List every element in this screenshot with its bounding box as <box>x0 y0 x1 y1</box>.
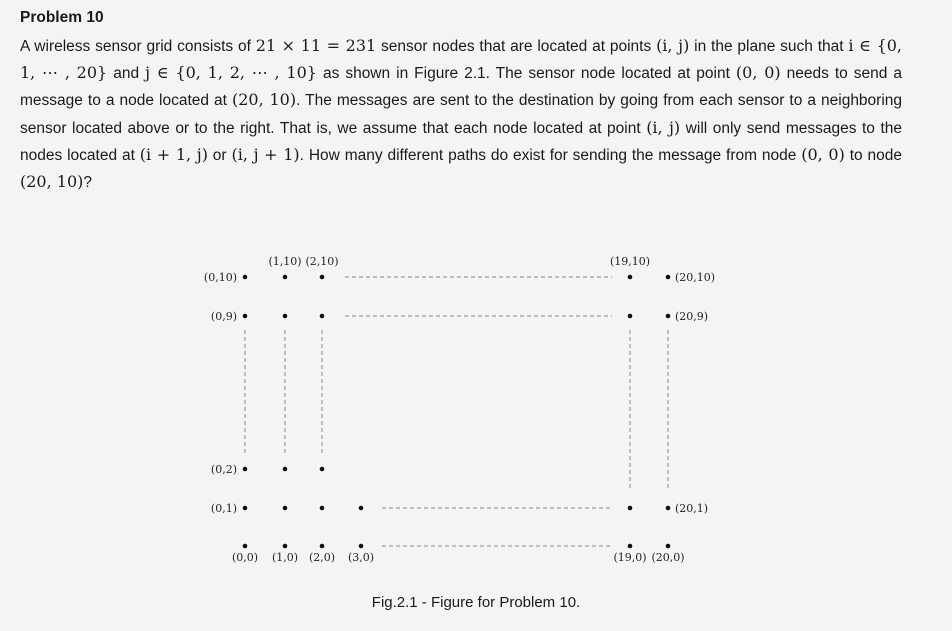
label-node-20-0: (20,0) <box>651 551 685 564</box>
figure-caption: Fig.2.1 - Figure for Problem 10. <box>371 594 581 611</box>
node-1-0 <box>283 544 288 549</box>
label-node-0-2: (0,2) <box>210 463 237 476</box>
node-20-0 <box>666 544 671 549</box>
label-node-3-0: (3,0) <box>347 551 375 564</box>
grid-dashed-lines <box>245 277 668 546</box>
label-node-19-10: (19,10) <box>609 255 651 268</box>
label-node-2-10: (2,10) <box>305 255 339 268</box>
label-node-0-0: (0,0) <box>231 551 259 564</box>
node-20-9 <box>666 314 671 319</box>
label-node-0-9: (0,9) <box>210 310 237 323</box>
node-19-10 <box>628 275 633 280</box>
node-2-9 <box>320 314 325 319</box>
node-3-0 <box>359 544 364 549</box>
label-node-19-0: (19,0) <box>613 551 647 564</box>
node-0-0 <box>243 544 248 549</box>
label-node-20-9: (20,9) <box>675 310 709 323</box>
node-2-2 <box>320 467 325 472</box>
node-0-1 <box>243 506 248 511</box>
node-2-1 <box>320 506 325 511</box>
label-node-2-0: (2,0) <box>308 551 336 564</box>
node-0-10 <box>243 275 248 280</box>
node-1-9 <box>283 314 288 319</box>
label-node-20-10: (20,10) <box>675 271 716 284</box>
node-2-0 <box>320 544 325 549</box>
node-2-10 <box>320 275 325 280</box>
node-1-2 <box>283 467 288 472</box>
node-20-10 <box>666 275 671 280</box>
label-node-1-0: (1,0) <box>271 551 299 564</box>
node-19-1 <box>628 506 633 511</box>
label-node-0-10: (0,10) <box>203 271 237 284</box>
problem-title: Problem 10 <box>20 9 104 26</box>
label-node-20-1: (20,1) <box>675 502 709 515</box>
node-19-0 <box>628 544 633 549</box>
node-1-10 <box>283 275 288 280</box>
node-20-1 <box>666 506 671 511</box>
node-19-9 <box>628 314 633 319</box>
problem-statement: A wireless sensor grid consists of 21 × 11 = 231 sensor nodes that are located at points (i, j) in the plane such that i ∈ {0, 1, ⋯ , 20} and j ∈ {0, 1, 2, ⋯ , 10} as shown in Figure 2.1. The sensor node located at point (0, 0) needs to send a message to a node located at (20, 10). The messages are sent to the destination by going from each sensor to a neighboring sensor located above or to the right. That is, we assume that each node located at point (i, j) will only send messages to the nodes located at (i + 1, j) or (i, j + 1). How many different paths do exist for sending the message from node (0, 0) to node (20, 10)? <box>20 36 903 192</box>
node-0-9 <box>243 314 248 319</box>
label-node-0-1: (0,1) <box>210 502 237 515</box>
node-0-2 <box>243 467 248 472</box>
node-3-1 <box>359 506 364 511</box>
label-node-1-10: (1,10) <box>268 255 302 268</box>
node-1-1 <box>283 506 288 511</box>
